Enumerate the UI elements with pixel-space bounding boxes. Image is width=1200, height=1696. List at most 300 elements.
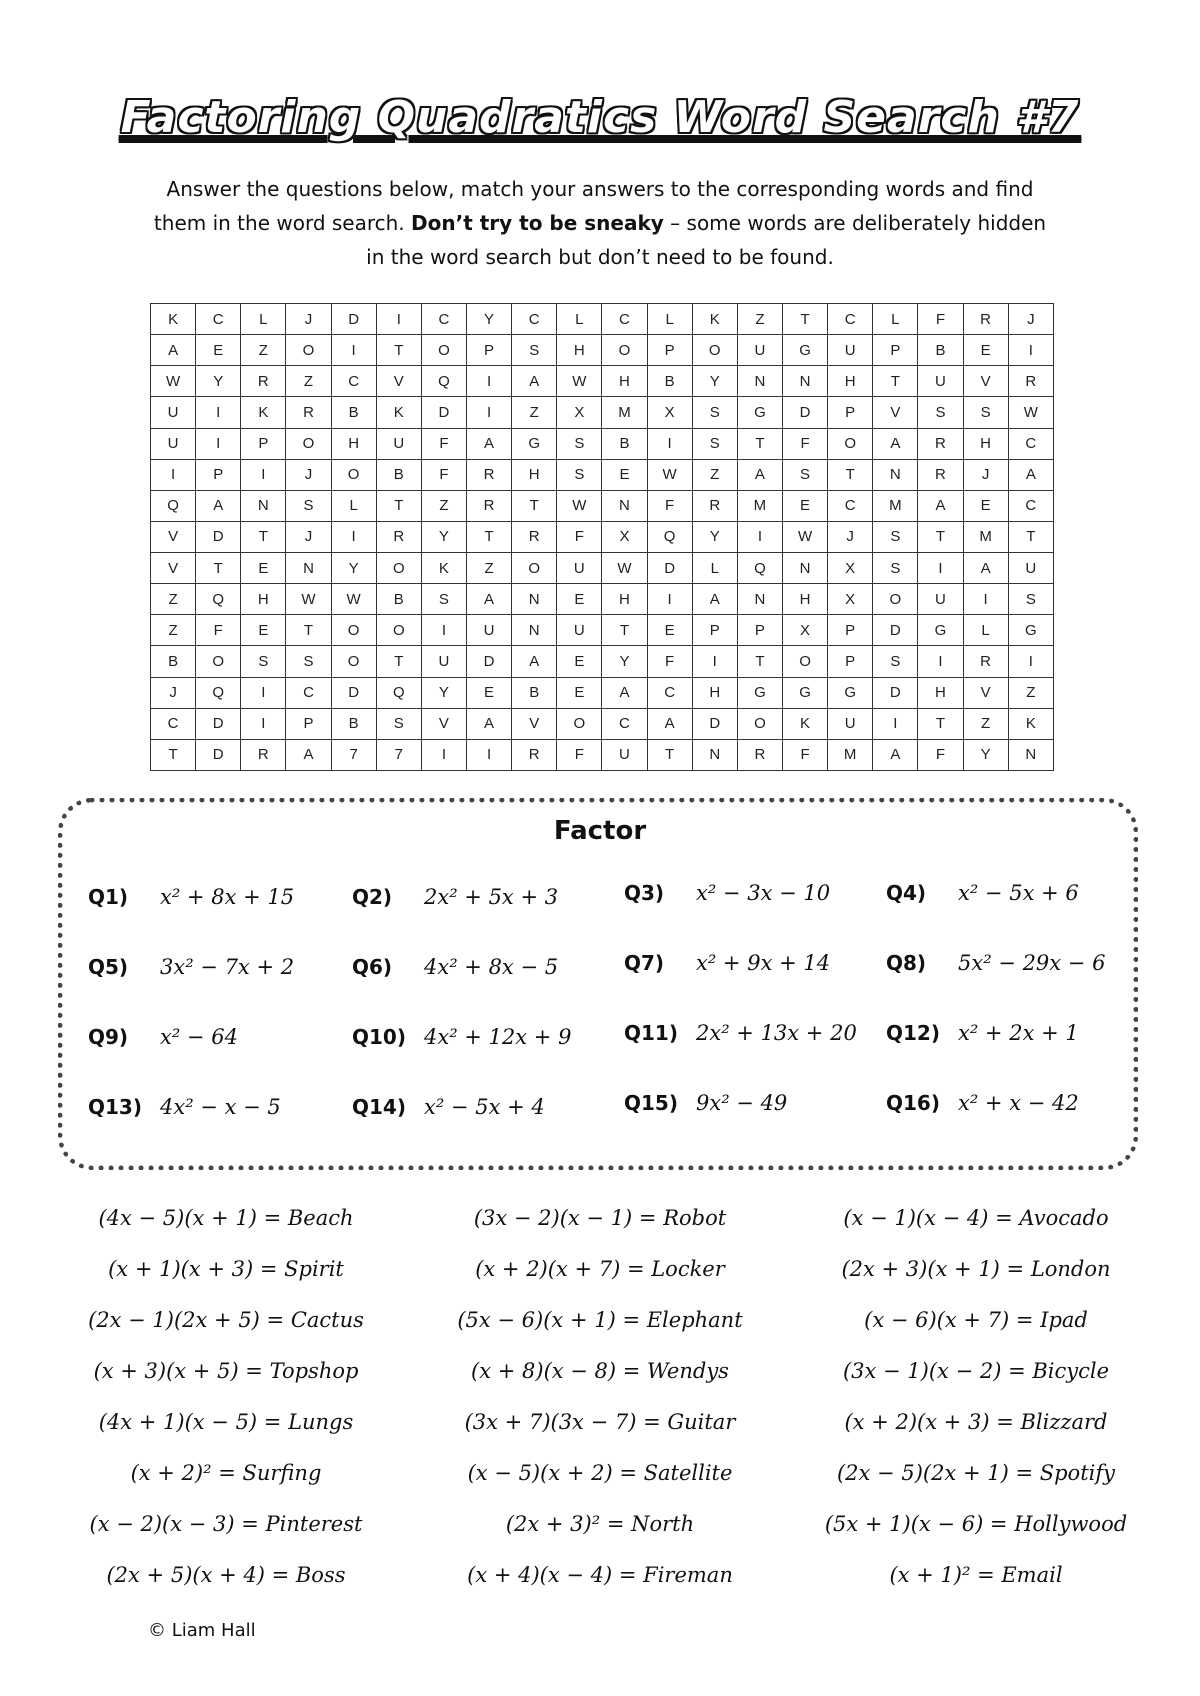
grid-cell: R (963, 646, 1008, 677)
grid-cell: 7 (376, 739, 421, 770)
grid-cell: V (151, 521, 196, 552)
question-label: Q1) (88, 885, 129, 909)
grid-cell: S (873, 553, 918, 584)
question-label: Q3) (624, 881, 665, 905)
grid-cell: W (151, 366, 196, 397)
question-label: Q13) (88, 1095, 142, 1119)
grid-cell: H (241, 584, 286, 615)
grid-cell: R (692, 490, 737, 521)
grid-cell: O (602, 335, 647, 366)
question-item (624, 1091, 787, 1115)
grid-cell: G (828, 677, 873, 708)
grid-cell: A (151, 335, 196, 366)
grid-cell: P (466, 335, 511, 366)
grid-cell: T (737, 646, 782, 677)
grid-cell: R (512, 521, 557, 552)
grid-cell: A (692, 584, 737, 615)
grid-cell: U (1008, 553, 1053, 584)
grid-cell: D (782, 397, 827, 428)
grid-cell: Z (512, 397, 557, 428)
grid-cell: C (602, 304, 647, 335)
question-item (88, 885, 294, 909)
grid-cell: G (782, 677, 827, 708)
grid-cell: B (151, 646, 196, 677)
grid-cell: F (918, 304, 963, 335)
grid-row (151, 490, 1054, 521)
grid-cell: R (466, 459, 511, 490)
question-item (624, 1021, 857, 1045)
grid-cell: U (421, 646, 466, 677)
grid-row (151, 521, 1054, 552)
grid-cell: T (376, 490, 421, 521)
grid-cell: E (241, 615, 286, 646)
grid-cell: H (557, 335, 602, 366)
grid-cell: V (421, 708, 466, 739)
grid-row (151, 366, 1054, 397)
grid-cell: K (421, 553, 466, 584)
question-expression: x² − 5x + 6 (958, 881, 1079, 905)
answer-item: (2x + 3)(x + 1) = London (841, 1257, 1111, 1281)
grid-cell: H (963, 428, 1008, 459)
grid-cell: K (782, 708, 827, 739)
question-expression: x² + 9x + 14 (696, 951, 831, 975)
question-item (88, 1025, 238, 1049)
grid-row (151, 397, 1054, 428)
grid-cell: G (737, 677, 782, 708)
grid-cell: O (782, 646, 827, 677)
grid-cell: P (647, 335, 692, 366)
grid-cell: E (557, 646, 602, 677)
grid-cell: M (873, 490, 918, 521)
grid-cell: F (557, 521, 602, 552)
grid-cell: Z (241, 335, 286, 366)
grid-cell: H (782, 584, 827, 615)
grid-cell: D (421, 397, 466, 428)
grid-cell: G (782, 335, 827, 366)
grid-cell: C (331, 366, 376, 397)
grid-cell: P (737, 615, 782, 646)
answer-item: (x + 4)(x − 4) = Fireman (467, 1563, 733, 1587)
answer-item: (2x + 5)(x + 4) = Boss (106, 1563, 346, 1587)
grid-cell: H (602, 584, 647, 615)
grid-cell: T (466, 521, 511, 552)
grid-cell: S (241, 646, 286, 677)
grid-cell: L (692, 553, 737, 584)
grid-cell: I (241, 459, 286, 490)
grid-cell: E (557, 584, 602, 615)
question-label: Q4) (886, 881, 927, 905)
grid-cell: F (421, 459, 466, 490)
grid-cell: L (331, 490, 376, 521)
grid-cell: H (828, 366, 873, 397)
grid-cell: X (828, 553, 873, 584)
grid-cell: T (151, 739, 196, 770)
grid-cell: H (512, 459, 557, 490)
instructions-text-2: – some words are deliberately hidden in the word search but don’t need to be found. (366, 211, 1047, 269)
grid-cell: S (557, 459, 602, 490)
grid-row (151, 553, 1054, 584)
question-item (624, 951, 830, 975)
grid-cell: Q (421, 366, 466, 397)
grid-cell: I (647, 584, 692, 615)
grid-cell: R (466, 490, 511, 521)
grid-cell: O (421, 335, 466, 366)
grid-cell: C (151, 708, 196, 739)
grid-cell: U (557, 615, 602, 646)
grid-cell: U (918, 366, 963, 397)
question-expression: x² − 64 (160, 1025, 238, 1049)
grid-cell: J (963, 459, 1008, 490)
grid-cell: J (286, 459, 331, 490)
grid-cell: F (421, 428, 466, 459)
question-item (886, 951, 1105, 975)
question-expression: 3x² − 7x + 2 (160, 955, 295, 979)
answer-item: (x + 1)² = Email (889, 1563, 1063, 1587)
grid-cell: K (376, 397, 421, 428)
grid-cell: N (737, 366, 782, 397)
grid-cell: O (196, 646, 241, 677)
grid-cell: M (963, 521, 1008, 552)
instructions-bold: Don’t try to be sneaky (411, 211, 664, 235)
grid-cell: X (602, 521, 647, 552)
grid-cell: Q (151, 490, 196, 521)
answer-item: (x + 2)(x + 7) = Locker (475, 1257, 725, 1281)
grid-cell: E (647, 615, 692, 646)
grid-cell: R (737, 739, 782, 770)
grid-cell: W (557, 490, 602, 521)
grid-cell: M (737, 490, 782, 521)
grid-cell: Y (963, 739, 1008, 770)
grid-cell: I (241, 677, 286, 708)
grid-cell: M (828, 739, 873, 770)
grid-cell: C (828, 304, 873, 335)
grid-cell: U (828, 708, 873, 739)
grid-cell: C (512, 304, 557, 335)
grid-cell: F (782, 739, 827, 770)
grid-cell: Y (466, 304, 511, 335)
grid-cell: L (963, 615, 1008, 646)
grid-cell: V (376, 366, 421, 397)
grid-cell: K (692, 304, 737, 335)
question-expression: 9x² − 49 (696, 1091, 788, 1115)
grid-cell: A (873, 739, 918, 770)
grid-cell: E (241, 553, 286, 584)
grid-cell: O (557, 708, 602, 739)
grid-cell: S (557, 428, 602, 459)
grid-cell: F (647, 646, 692, 677)
grid-cell: F (782, 428, 827, 459)
grid-cell: N (737, 584, 782, 615)
grid-cell: Z (466, 553, 511, 584)
grid-cell: F (647, 490, 692, 521)
grid-cell: U (376, 428, 421, 459)
question-expression: 2x² + 13x + 20 (696, 1021, 857, 1045)
grid-cell: A (466, 428, 511, 459)
grid-cell: C (647, 677, 692, 708)
grid-cell: D (196, 708, 241, 739)
grid-cell: Y (692, 366, 737, 397)
grid-cell: X (647, 397, 692, 428)
grid-cell: A (196, 490, 241, 521)
grid-cell: T (512, 490, 557, 521)
grid-cell: W (557, 366, 602, 397)
grid-cell: A (873, 428, 918, 459)
grid-cell: Q (196, 584, 241, 615)
grid-cell: U (918, 584, 963, 615)
answer-item: (x + 2)(x + 3) = Blizzard (844, 1410, 1108, 1434)
question-expression: 2x² + 5x + 3 (424, 885, 559, 909)
grid-cell: W (286, 584, 331, 615)
grid-cell: I (737, 521, 782, 552)
question-item (352, 1025, 571, 1049)
word-search-grid (150, 303, 1054, 771)
grid-cell: Z (286, 366, 331, 397)
grid-cell: V (963, 677, 1008, 708)
grid-cell: P (828, 615, 873, 646)
grid-cell: I (647, 428, 692, 459)
grid-cell: B (331, 397, 376, 428)
grid-cell: R (918, 428, 963, 459)
grid-cell: O (286, 335, 331, 366)
grid-cell: R (286, 397, 331, 428)
grid-cell: D (873, 615, 918, 646)
grid-cell: B (331, 708, 376, 739)
grid-cell: Z (151, 615, 196, 646)
question-item (886, 881, 1079, 905)
grid-cell: O (286, 428, 331, 459)
grid-cell: O (692, 335, 737, 366)
grid-cell: P (286, 708, 331, 739)
grid-cell: L (557, 304, 602, 335)
grid-row (151, 677, 1054, 708)
answer-item: (4x − 5)(x + 1) = Beach (98, 1206, 354, 1230)
grid-cell: Z (963, 708, 1008, 739)
grid-cell: E (602, 459, 647, 490)
grid-cell: 7 (331, 739, 376, 770)
grid-cell: N (873, 459, 918, 490)
grid-cell: Y (602, 646, 647, 677)
answer-item: (x + 3)(x + 5) = Topshop (93, 1359, 359, 1383)
grid-cell: I (1008, 646, 1053, 677)
question-expression: 4x² − x − 5 (160, 1095, 281, 1119)
grid-cell: H (692, 677, 737, 708)
grid-cell: B (918, 335, 963, 366)
grid-cell: V (512, 708, 557, 739)
grid-cell: A (512, 366, 557, 397)
grid-cell: W (647, 459, 692, 490)
grid-cell: T (376, 335, 421, 366)
grid-cell: I (196, 428, 241, 459)
question-label: Q16) (886, 1091, 940, 1115)
grid-cell: U (557, 553, 602, 584)
grid-cell: I (692, 646, 737, 677)
page-title: Factoring Quadratics Word Search #7 (120, 92, 1080, 143)
factor-heading: Factor (553, 816, 647, 846)
grid-row (151, 739, 1054, 770)
grid-cell: H (602, 366, 647, 397)
grid-cell: C (286, 677, 331, 708)
grid-cell: R (241, 739, 286, 770)
question-expression: x² − 3x − 10 (696, 881, 831, 905)
grid-cell: F (557, 739, 602, 770)
grid-cell: F (918, 739, 963, 770)
grid-cell: E (196, 335, 241, 366)
grid-cell: S (692, 397, 737, 428)
grid-cell: S (512, 335, 557, 366)
grid-cell: O (331, 646, 376, 677)
question-expression: x² + 2x + 1 (958, 1021, 1079, 1045)
question-item (352, 885, 558, 909)
grid-cell: C (196, 304, 241, 335)
grid-cell: Q (196, 677, 241, 708)
grid-cell: O (873, 584, 918, 615)
grid-cell: N (512, 584, 557, 615)
grid-cell: M (602, 397, 647, 428)
grid-cell: B (376, 584, 421, 615)
grid-cell: I (241, 708, 286, 739)
question-label: Q12) (886, 1021, 940, 1045)
grid-cell: N (692, 739, 737, 770)
question-label: Q9) (88, 1025, 129, 1049)
question-item (352, 1095, 545, 1119)
grid-cell: S (963, 397, 1008, 428)
grid-cell: Y (196, 366, 241, 397)
grid-cell: E (466, 677, 511, 708)
grid-cell: R (963, 304, 1008, 335)
grid-cell: N (286, 553, 331, 584)
grid-cell: P (196, 459, 241, 490)
grid-cell: O (376, 615, 421, 646)
grid-cell: K (241, 397, 286, 428)
grid-cell: L (241, 304, 286, 335)
question-label: Q6) (352, 955, 393, 979)
grid-cell: A (512, 646, 557, 677)
grid-cell: B (647, 366, 692, 397)
grid-cell: T (196, 553, 241, 584)
grid-cell: J (151, 677, 196, 708)
grid-row (151, 708, 1054, 739)
grid-cell: F (196, 615, 241, 646)
grid-cell: T (918, 521, 963, 552)
grid-cell: T (918, 708, 963, 739)
question-label: Q10) (352, 1025, 406, 1049)
grid-cell: S (873, 521, 918, 552)
grid-cell: T (873, 366, 918, 397)
grid-cell: U (151, 397, 196, 428)
grid-cell: P (241, 428, 286, 459)
grid-cell: C (828, 490, 873, 521)
grid-row (151, 584, 1054, 615)
instructions (150, 172, 1050, 274)
grid-cell: G (1008, 615, 1053, 646)
grid-cell: S (1008, 584, 1053, 615)
grid-cell: U (602, 739, 647, 770)
question-label: Q8) (886, 951, 927, 975)
grid-cell: I (376, 304, 421, 335)
answer-item: (3x − 2)(x − 1) = Robot (473, 1206, 727, 1230)
grid-cell: T (1008, 521, 1053, 552)
question-item (88, 955, 294, 979)
grid-cell: I (466, 366, 511, 397)
grid-cell: Z (421, 490, 466, 521)
grid-cell: T (782, 304, 827, 335)
question-expression: x² + x − 42 (958, 1091, 1079, 1115)
grid-cell: T (737, 428, 782, 459)
grid-cell: D (331, 677, 376, 708)
grid-cell: B (602, 428, 647, 459)
grid-cell: O (828, 428, 873, 459)
grid-cell: V (151, 553, 196, 584)
grid-cell: T (241, 521, 286, 552)
grid-cell: Q (737, 553, 782, 584)
question-expression: 4x² + 12x + 9 (424, 1025, 572, 1049)
grid-cell: Z (151, 584, 196, 615)
grid-cell: S (421, 584, 466, 615)
question-label: Q11) (624, 1021, 678, 1045)
grid-cell: V (963, 366, 1008, 397)
grid-cell: C (421, 304, 466, 335)
grid-cell: E (963, 335, 1008, 366)
grid-cell: D (331, 304, 376, 335)
grid-cell: A (466, 584, 511, 615)
question-expression: 5x² − 29x − 6 (958, 951, 1106, 975)
grid-cell: I (331, 335, 376, 366)
grid-cell: A (647, 708, 692, 739)
grid-cell: E (782, 490, 827, 521)
question-label: Q15) (624, 1091, 678, 1115)
question-label: Q2) (352, 885, 393, 909)
grid-cell: L (647, 304, 692, 335)
grid-cell: U (828, 335, 873, 366)
grid-cell: I (873, 708, 918, 739)
grid-cell: A (286, 739, 331, 770)
grid-cell: Z (692, 459, 737, 490)
grid-cell: D (647, 553, 692, 584)
grid-cell: Y (331, 553, 376, 584)
grid-cell: E (557, 677, 602, 708)
grid-cell: I (421, 615, 466, 646)
grid-cell: T (647, 739, 692, 770)
question-item (886, 1021, 1079, 1045)
answer-item: (x + 8)(x − 8) = Wendys (471, 1359, 729, 1383)
grid-cell: H (918, 677, 963, 708)
grid-cell: Z (1008, 677, 1053, 708)
question-expression: 4x² + 8x − 5 (424, 955, 559, 979)
grid-row (151, 615, 1054, 646)
grid-cell: N (1008, 739, 1053, 770)
grid-cell: I (466, 397, 511, 428)
grid-cell: J (1008, 304, 1053, 335)
grid-cell: P (692, 615, 737, 646)
grid-cell: P (828, 646, 873, 677)
answer-item: (x − 1)(x − 4) = Avocado (843, 1206, 1109, 1230)
answer-item: (x − 5)(x + 2) = Satellite (467, 1461, 733, 1485)
grid-cell: W (602, 553, 647, 584)
grid-cell: W (1008, 397, 1053, 428)
question-expression: x² + 8x + 15 (160, 885, 295, 909)
grid-cell: D (692, 708, 737, 739)
grid-cell: B (512, 677, 557, 708)
grid-row (151, 646, 1054, 677)
grid-cell: U (466, 615, 511, 646)
grid-cell: S (286, 646, 331, 677)
grid-cell: G (737, 397, 782, 428)
grid-cell: N (782, 553, 827, 584)
question-label: Q14) (352, 1095, 406, 1119)
grid-row (151, 428, 1054, 459)
grid-cell: B (376, 459, 421, 490)
answer-item: (x + 1)(x + 3) = Spirit (108, 1257, 344, 1281)
